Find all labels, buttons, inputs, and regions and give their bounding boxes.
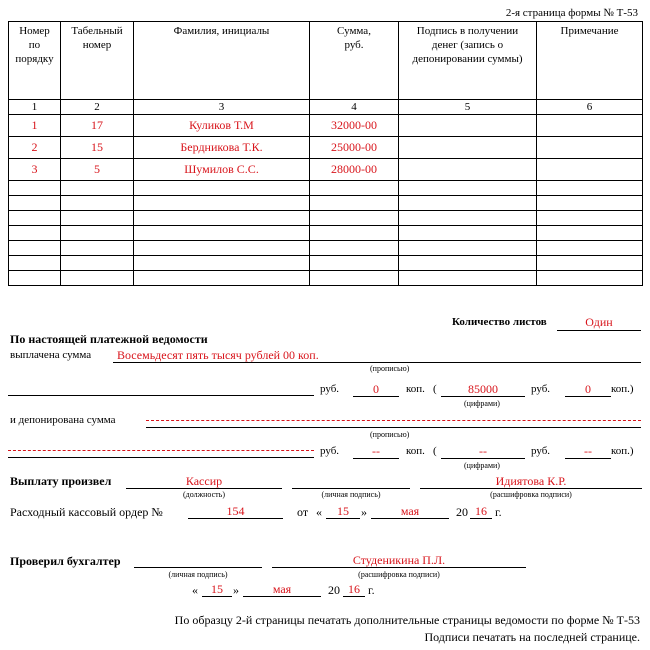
paid-digits-value: 85000 xyxy=(468,382,498,396)
paid-digits-line xyxy=(441,396,525,397)
payer-name-line xyxy=(420,488,642,489)
order-number-line xyxy=(188,518,283,519)
dep-rub-label-2: руб. xyxy=(531,445,551,457)
row-name: Куликов Т.М xyxy=(134,115,310,137)
order-month: мая xyxy=(400,504,420,518)
row-tab-number: 17 xyxy=(61,115,134,137)
col-header-name: Фамилия, инициалы xyxy=(134,22,310,100)
col-number: 6 xyxy=(537,100,643,115)
order-year-prefix: 20 xyxy=(456,505,468,519)
deposited-label: и депонирована сумма xyxy=(10,414,116,426)
row-note xyxy=(537,115,643,137)
dep-rub-line xyxy=(353,458,399,459)
order-from: от xyxy=(297,505,309,519)
accountant-name-line xyxy=(272,567,526,568)
payer-position: Кассир xyxy=(185,474,223,488)
acc-close-quote: » xyxy=(233,583,239,597)
row-signature xyxy=(399,137,537,159)
row-tab-number: 5 xyxy=(61,159,134,181)
kop-label: коп. xyxy=(406,383,425,395)
sheets-value: Один xyxy=(585,315,613,329)
order-number: 154 xyxy=(226,504,245,518)
dep-digits-caption: (цифрами) xyxy=(464,461,500,470)
order-year-line xyxy=(470,518,492,519)
payer-position-caption: (должность) xyxy=(183,490,225,499)
order-year: 16 xyxy=(475,504,487,518)
dep-kop-label: коп. xyxy=(406,445,425,457)
sheets-underline xyxy=(557,330,641,331)
payer-position-line xyxy=(126,488,282,489)
dep-close-paren: коп.) xyxy=(611,445,634,457)
col-header-note: Примечание xyxy=(537,22,643,100)
row-sum: 28000-00 xyxy=(310,159,399,181)
payer-signature-line xyxy=(292,488,410,489)
payroll-table xyxy=(8,21,643,286)
accountant-name-caption: (расшифровка подписи) xyxy=(358,570,440,579)
payer-signature-caption: (личная подпись) xyxy=(321,490,381,499)
order-day: 15 xyxy=(337,504,349,518)
paid-rub-line xyxy=(353,396,399,397)
row-number: 1 xyxy=(9,115,61,137)
paid-words: Восемьдесят пять тысяч рублей 00 коп. xyxy=(117,348,319,362)
form-page-label: 2-я страница формы № Т-53 xyxy=(505,7,638,19)
order-day-line xyxy=(326,518,360,519)
empty-row xyxy=(9,226,643,241)
row-name: Бердникова Т.К. xyxy=(134,137,310,159)
deposited-words-line xyxy=(146,427,641,428)
col-number: 4 xyxy=(310,100,399,115)
table-row xyxy=(9,159,643,181)
paid-rub2-line xyxy=(565,396,611,397)
col-header-tab-number: Табельный номер xyxy=(61,22,134,100)
row-number: 3 xyxy=(9,159,61,181)
acc-day-line xyxy=(202,596,232,597)
col-number: 5 xyxy=(399,100,537,115)
order-close-quote: » xyxy=(361,505,367,519)
row-note xyxy=(537,159,643,181)
acc-year-line xyxy=(343,596,365,597)
order-year-suffix: г. xyxy=(495,505,502,519)
dep-open-paren: ( xyxy=(433,445,437,457)
dep-rub2-value: -- xyxy=(584,444,592,458)
payer-name-caption: (расшифровка подписи) xyxy=(490,490,572,499)
paid-rub-words-line xyxy=(8,395,314,396)
row-signature xyxy=(399,115,537,137)
row-number: 2 xyxy=(9,137,61,159)
empty-row xyxy=(9,196,643,211)
row-tab-number: 15 xyxy=(61,137,134,159)
col-header-number: Номер по порядку xyxy=(9,22,61,100)
col-header-sum: Сумма, руб. xyxy=(310,22,399,100)
acc-year-prefix: 20 xyxy=(328,583,340,597)
footer-line-1: По образцу 2-й страницы печатать дополнительные страницы ведомости по форме № Т-53 xyxy=(174,613,640,627)
acc-year: 16 xyxy=(348,582,360,596)
payer-name: Идиятова К.Р. xyxy=(495,474,567,488)
empty-row xyxy=(9,271,643,286)
row-name: Шумилов С.С. xyxy=(134,159,310,181)
paid-open-paren: ( xyxy=(433,383,437,395)
row-note xyxy=(537,137,643,159)
deposited-rub-words-dash xyxy=(8,450,314,451)
row-sum: 25000-00 xyxy=(310,137,399,159)
acc-month-line xyxy=(243,596,321,597)
col-number: 1 xyxy=(9,100,61,115)
dep-words-caption: (прописью) xyxy=(370,430,410,439)
deposited-rub-words-line xyxy=(8,457,314,458)
sheets-label: Количество листов xyxy=(452,316,547,328)
dep-digits-line xyxy=(441,458,525,459)
paid-rub2-value: 0 xyxy=(585,382,591,396)
accountant-name: Студеникина П.Л. xyxy=(352,553,446,567)
acc-month: мая xyxy=(272,582,292,596)
col-number: 3 xyxy=(134,100,310,115)
col-header-signature: Подпись в получении денег (запись о депонировании суммы) xyxy=(399,22,537,100)
accountant-signature-caption: (личная подпись) xyxy=(168,570,228,579)
order-open-quote: « xyxy=(316,505,322,519)
row-signature xyxy=(399,159,537,181)
accountant-signature-line xyxy=(134,567,262,568)
footer-line-2: Подписи печатать на последней странице. xyxy=(424,630,640,644)
dep-rub2-line xyxy=(565,458,611,459)
row-sum: 32000-00 xyxy=(310,115,399,137)
statement-title: По настоящей платежной ведомости xyxy=(10,332,208,346)
accountant-label: Проверил бухгалтер xyxy=(10,554,121,568)
col-number: 2 xyxy=(61,100,134,115)
empty-row xyxy=(9,211,643,226)
dep-rub-value: -- xyxy=(372,444,380,458)
order-label: Расходный кассовый ордер № xyxy=(10,505,163,519)
dep-digits-value: -- xyxy=(479,444,487,458)
order-month-line xyxy=(371,518,449,519)
empty-row xyxy=(9,241,643,256)
paid-close-paren: коп.) xyxy=(611,383,634,395)
words-caption: (прописью) xyxy=(370,364,410,373)
acc-open-quote: « xyxy=(192,583,198,597)
empty-row xyxy=(9,181,643,196)
payer-label: Выплату произвел xyxy=(10,474,112,488)
table-row xyxy=(9,115,643,137)
deposited-words-dash xyxy=(146,420,641,421)
rub-label: руб. xyxy=(320,383,340,395)
paid-rub-value: 0 xyxy=(373,382,379,396)
acc-day: 15 xyxy=(211,582,223,596)
digits-caption: (цифрами) xyxy=(464,399,500,408)
table-row xyxy=(9,137,643,159)
paid-words-line xyxy=(113,362,641,363)
paid-label: выплачена сумма xyxy=(10,349,92,361)
acc-year-suffix: г. xyxy=(368,583,375,597)
empty-row xyxy=(9,256,643,271)
rub-label-2: руб. xyxy=(531,383,551,395)
dep-rub-label: руб. xyxy=(320,445,340,457)
